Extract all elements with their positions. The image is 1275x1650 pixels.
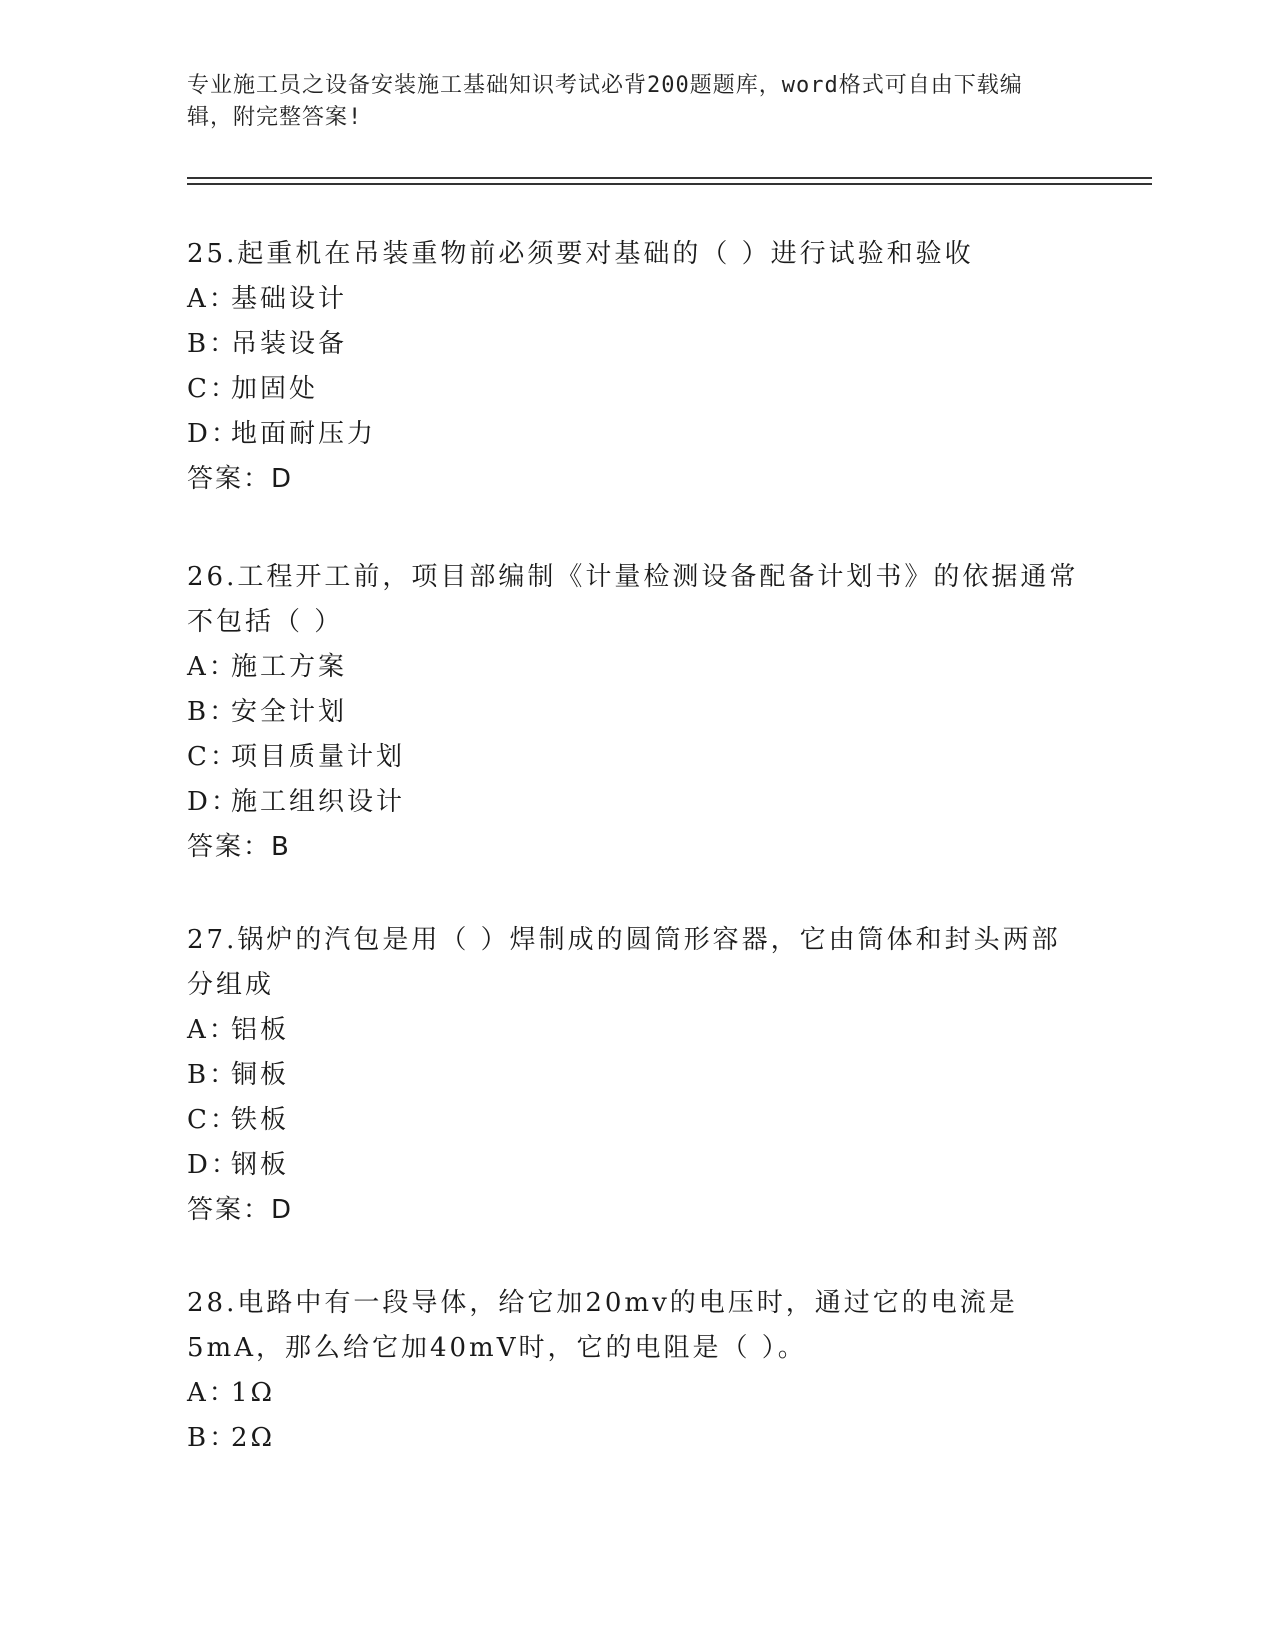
option-a [187,277,1087,322]
question-stem: 27.锅炉的汽包是用（ ）焊制成的圆筒形容器，它由筒体和封头两部分组成 [187,925,1061,1000]
option-label: A： [187,1015,238,1045]
document-header: 专业施工员之设备安装施工基础知识考试必背200题题库，word格式可自由下载编辑，附完整答案! [187,73,1023,130]
question-25 [187,232,1087,502]
option-text: 施工方案 [231,652,348,682]
option-b [187,1416,1087,1461]
answer-line: 答案：B [187,832,291,862]
option-label: D： [187,419,240,449]
header-divider-top [187,177,1152,179]
option-text: 地面耐压力 [231,419,377,449]
option-label: D： [187,787,240,817]
option-d [187,412,1087,457]
option-a [187,1371,1087,1416]
option-text: 吊装设备 [231,329,348,359]
option-label: C： [187,742,239,772]
question-27 [187,918,1087,1233]
option-text: 钢板 [231,1150,290,1180]
option-d [187,780,1087,825]
option-label: A： [187,652,238,682]
option-text: 基础设计 [231,284,348,314]
question-stem: 28.电路中有一段导体，给它加20mv的电压时，通过它的电流是5mA，那么给它加40mV时，它的电阻是（ ）。 [187,1288,1018,1363]
option-c [187,1098,1087,1143]
option-b [187,1053,1087,1098]
option-text: 项目质量计划 [231,742,406,772]
question-stem: 26.工程开工前，项目部编制《计量检测设备配备计划书》的依据通常不包括（ ） [187,562,1079,637]
option-label: B： [187,1423,239,1453]
option-b [187,690,1087,735]
option-a [187,645,1087,690]
option-label: A： [187,284,238,314]
option-label: D： [187,1150,240,1180]
option-label: C： [187,374,239,404]
option-label: B： [187,1060,239,1090]
option-d [187,1143,1087,1188]
option-text: 加固处 [231,374,319,404]
option-text: 2Ω [231,1423,276,1453]
header-divider-bottom [187,183,1152,185]
option-text: 安全计划 [231,697,348,727]
option-c [187,735,1087,780]
option-b [187,322,1087,367]
option-label: A： [187,1378,238,1408]
option-text: 铁板 [231,1105,290,1135]
question-26 [187,555,1087,870]
question-28 [187,1281,1087,1461]
option-label: C： [187,1105,239,1135]
option-a [187,1008,1087,1053]
option-text: 施工组织设计 [231,787,406,817]
option-label: B： [187,329,239,359]
option-label: B： [187,697,239,727]
option-text: 铜板 [231,1060,290,1090]
option-text: 1Ω [231,1378,276,1408]
option-text: 铝板 [231,1015,290,1045]
question-stem: 25.起重机在吊装重物前必须要对基础的（ ）进行试验和验收 [187,239,974,269]
answer-line: 答案：D [187,464,294,494]
answer-line: 答案：D [187,1195,294,1225]
option-c [187,367,1087,412]
